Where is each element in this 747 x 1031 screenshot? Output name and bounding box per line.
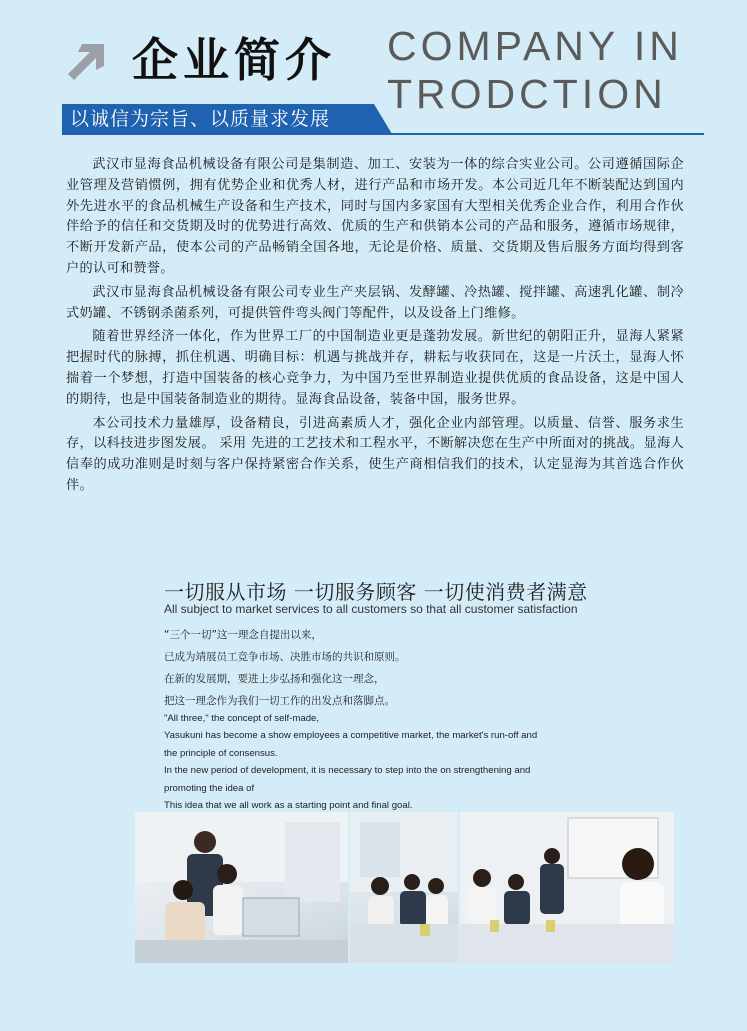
office-photo-strip [135,812,674,963]
concept-cn-line: “三个一切”这一理念自提出以来， [164,629,322,641]
concept-cn-line: 在新的发展期，要进上步弘扬和强化这一理念， [164,673,385,685]
office-photo-team-at-computer [135,812,348,963]
concept-en [164,710,584,814]
motto-en: All subject to market services to all customers so that all customer satisfaction [164,602,578,616]
concept-en-line: In the new period of development, it is necessary to step into the on strengthening and [164,765,531,777]
paragraph: 武汉市显海食品机械设备有限公司是集制造、加工、安装为一体的综合实业公司。公司遵循国际企业管理及营销惯例，拥有优势企业和优秀人材，进行产品和市场开发。本公司近几年不断装配达到国内外先进水平的食品机械生产设备和生产技术，同时与国内多家国有大型相关优秀企业合作，利用合作伙伴给予的信任和交货期及时的优势进行高效、优质的生产和供销本公司的产品和服务，遵循市场规律，不断开发新产品，使本公司的产品畅销全国各地，无论是价格、质量、交货期及售后服务方面均得到客户的认可和赞誉。 [66,157,684,276]
office-photo-presentation [460,812,674,963]
slogan-underline [62,133,704,135]
company-description [66,155,684,500]
concept-en-line: the principle of consensus. [164,747,278,759]
page-title-en [387,22,683,118]
office-photo-meeting [350,812,458,963]
concept-cn [164,624,584,712]
slogan-text: 以诚信为宗旨、以质量求发展 [70,108,331,130]
page-title-en-line2: TRODCTION [387,71,667,117]
concept-en-line: Yasukuni has become a show employees a competitive market, the market's run-off and [164,730,538,742]
page-title-cn: 企业简介 [132,33,336,87]
page-title-en-line1: COMPANY IN [387,23,683,69]
concept-en-line: "All three," the concept of self-made, [164,713,320,724]
concept-en-line: promoting the idea of [164,782,255,794]
arrow-up-right-icon [64,40,108,84]
paragraph: 本公司技术力量雄厚，设备精良，引进高素质人才，强化企业内部管理。以质量、信誉、服务求生存，以科技进步图发展。 采用 先进的工艺技术和工程水平，不断解决您在生产中所面对的挑战。显海人信奉的成功准则是时刻与客户保持紧密合作关系，使生产商相信我们的技术，认定显海为其首选合作伙伴。 [66,415,684,493]
motto-cn: 一切服从市场 一切服务顾客 一切使消费者满意 [164,580,588,604]
concept-cn-line: 把这一理念作为我们一切工作的出发点和落脚点。 [164,695,395,707]
concept-en-line: This idea that we all work as a starting point and final goal. [164,800,413,812]
concept-cn-line: 已成为靖展员工竞争市场、决胜市场的共识和原则。 [164,651,406,663]
paragraph: 武汉市显海食品机械设备有限公司专业生产夹层锅、发酵罐、冷热罐、搅拌罐、高速乳化罐、制冷式奶罐、不锈钢杀菌系列，可提供管件弯头阀门等配件，以及设备上门维修。 [66,284,684,321]
paragraph: 随着世界经济一体化，作为世界工厂的中国制造业更是蓬勃发展。新世纪的朝阳正升，显海人紧紧把握时代的脉搏，抓住机遇、明确目标：机遇与挑战并存，耕耘与收获同在，这是一片沃土，显海人怀揣着一个梦想，打造中国装备的核心竞争力，为中国乃至世界制造业提供优质的食品设备，这是中国人的期待，也是中国装备制造业的期待。显海食品设备，装备中国，服务世界。 [66,329,684,407]
